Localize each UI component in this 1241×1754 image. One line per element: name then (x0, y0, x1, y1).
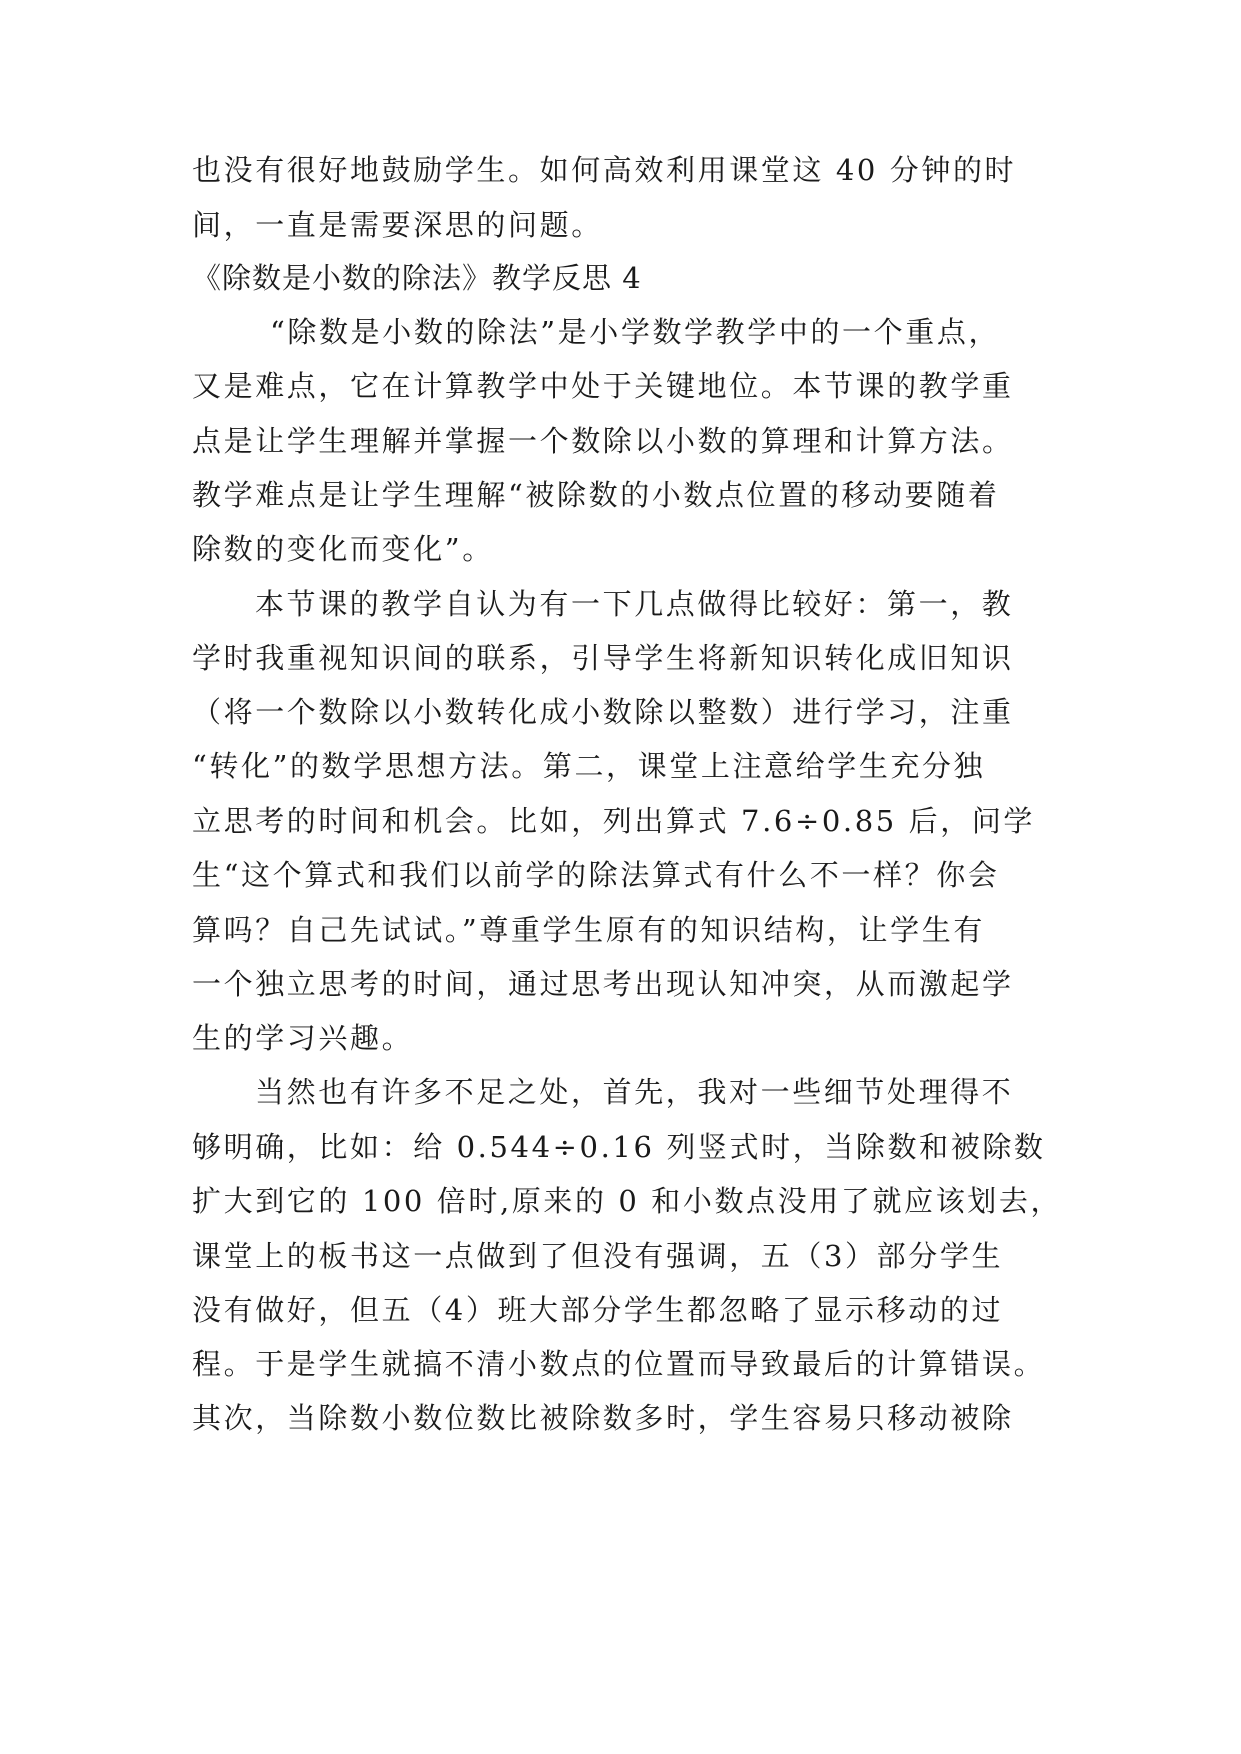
paragraph-line: 学时我重视知识间的联系，引导学生将新知识转化成旧知识 (192, 641, 1014, 675)
paragraph-line: 教学难点是让学生理解“被除数的小数点位置的移动要随着 (192, 478, 1000, 512)
paragraph-line: 算吗？自己先试试。”尊重学生原有的知识结构，让学生有 (192, 913, 985, 947)
paragraph-line: 程。于是学生就搞不清小数点的位置而导致最后的计算错误。 (192, 1347, 1046, 1381)
paragraph-line: 扩大到它的 100 倍时,原来的 0 和小数点没用了就应该划去， (192, 1184, 1063, 1218)
paragraph-line: 其次，当除数小数位数比被除数多时，学生容易只移动被除 (192, 1401, 1014, 1435)
paragraph-line: “转化”的数学思想方法。第二，课堂上注意给学生充分独 (192, 749, 986, 783)
paragraph-line: 也没有很好地鼓励学生。如何高效利用课堂这 40 分钟的时 (192, 153, 1017, 187)
paragraph-line: 一个独立思考的时间，通过思考出现认知冲突，从而激起学 (192, 967, 1014, 1001)
paragraph-line: 本节课的教学自认为有一下几点做得比较好：第一，教 (255, 587, 1014, 621)
paragraph-line: 间，一直是需要深思的问题。 (192, 208, 603, 242)
paragraph-line: 生“这个算式和我们以前学的除法算式有什么不一样？你会 (192, 858, 1000, 892)
paragraph-line: 又是难点，它在计算教学中处于关键地位。本节课的教学重 (192, 369, 1014, 403)
paragraph-line: “除数是小数的除法”是小学数学教学中的一个重点， (270, 315, 1001, 349)
section-title: 《除数是小数的除法》教学反思 4 (192, 261, 642, 295)
paragraph-line: （将一个数除以小数转化成小数除以整数）进行学习，注重 (192, 695, 1014, 729)
paragraph-line: 课堂上的板书这一点做到了但没有强调，五（3）部分学生 (192, 1239, 1004, 1273)
paragraph-line: 当然也有许多不足之处，首先，我对一些细节处理得不 (255, 1075, 1014, 1109)
paragraph-line: 生的学习兴趣。 (192, 1021, 414, 1055)
paragraph-line: 点是让学生理解并掌握一个数除以小数的算理和计算方法。 (192, 424, 1014, 458)
paragraph-line: 够明确，比如：给 0.544÷0.16 列竖式时，当除数和被除数 (192, 1130, 1046, 1164)
paragraph-line: 没有做好，但五（4）班大部分学生都忽略了显示移动的过 (192, 1293, 1004, 1327)
paragraph-line: 除数的变化而变化”。 (192, 532, 494, 566)
paragraph-line: 立思考的时间和机会。比如，列出算式 7.6÷0.85 后，问学 (192, 804, 1036, 838)
